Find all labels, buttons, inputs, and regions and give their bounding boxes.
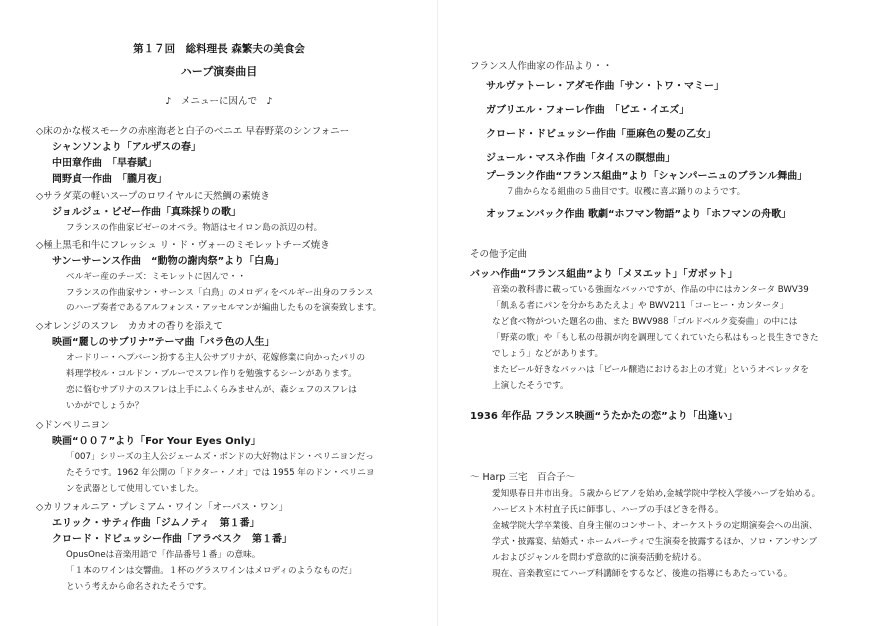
- right-line: 音楽の教科書に載っている強面なバッハですが、作品の中にはカンタータ BWV39: [492, 285, 809, 295]
- left-line: ◇ドンペリニヨン: [36, 420, 110, 431]
- right-line: オッフェンバック作曲 歌劇“ホフマン物語”より「ホフマンの舟歌」: [486, 209, 792, 220]
- left-line: 中田章作曲 「早春賦」: [52, 158, 157, 169]
- right-line: プーランク作曲“フランス組曲”より「シャンパーニュのブランル舞曲」: [486, 171, 808, 182]
- left-line: 岡野貞一作曲 「朧月夜」: [52, 174, 167, 185]
- left-line: OpusOneは音楽用語で「作品番号１番」の意味。: [66, 550, 261, 560]
- left-line: いかがでしょうか？: [66, 401, 144, 411]
- right-line: ガブリエル・フォーレ作曲 「ピエ・イエズ」: [486, 105, 690, 116]
- right-line: クロード・ドビュッシー作曲「亜麻色の髪の乙女」: [486, 129, 716, 140]
- left-line: という考えから命名されたそうです。: [66, 582, 212, 592]
- left-line: ◇極上黒毛和牛にフレッシュ リ・ド・ヴォーのミモレットチーズ焼き: [36, 240, 330, 251]
- right-line: 「野菜の歌」や「もし私の母親が肉を調理してくれていたら私はもっと長生きできた: [492, 333, 819, 343]
- right-line: ～ Harp 三宅 百合子～: [470, 472, 575, 483]
- right-line: またビール好きなバッハは「ビール醸造におけるお上の才覚」というオペレッタを: [492, 365, 809, 375]
- left-line: エリック・サティ作曲「ジムノティ 第１番」: [52, 518, 260, 529]
- right-line: 1936 年作品 フランス映画“うたかたの恋”より「出逢い」: [470, 411, 738, 422]
- left-line: ◇床のかな桜スモークの赤座海老と白子のベニエ 早春野菜のシンフォニー: [36, 126, 350, 137]
- left-line: サンーサーンス作曲 “動物の謝肉祭”より「白鳥」: [52, 256, 285, 267]
- left-line: ジョルジュ・ビゼー作曲「真珠採りの歌」: [52, 207, 241, 218]
- program-subtitle: ハープ演奏曲目: [180, 65, 258, 78]
- left-line: 映画“００７”より「For Your Eyes Only」: [52, 436, 261, 447]
- right-line: 学式・披露宴、結婚式・ホームパーティで生演奏を披露するほか、ソロ・アンサンブ: [492, 537, 818, 547]
- right-line: ハーピスト木村直子氏に師事し、ハープの手ほどきを得る。: [492, 505, 724, 515]
- left-line: のハープ奏者であるアルフォンス・アッセルマンが編曲したものを演奏致します。: [66, 303, 382, 313]
- right-line: ７曲からなる組曲の５曲目です。収穫に喜ぶ踊りのようです。: [506, 187, 746, 197]
- left-line: ベルギー産のチーズ：ミモレットに因んで・・: [66, 272, 246, 282]
- left-line: ◇カリフォルニア・プレミアム・ワイン「オーパス・ワン」: [36, 502, 289, 513]
- left-line: 「007」シリーズの主人公ジェームズ・ボンドの大好物はドン・ペリニヨンだっ: [66, 452, 374, 462]
- left-line: たそうです。1962 年公開の「ドクター・ノオ」では 1955 年のドン・ペリニヨ: [66, 468, 375, 478]
- right-line: ジュール・マスネ作曲「タイスの瞑想曲」: [486, 153, 676, 164]
- right-line: サルヴァトーレ・アダモ作曲「サン・トワ・マミー」: [486, 81, 724, 92]
- page-fold: [437, 0, 438, 626]
- right-line: でしょう」などがあります。: [492, 349, 604, 359]
- left-line: 料理学校ル・コルドン・ブルーでスフレ作りを勉強するシーンがあります。: [66, 369, 357, 379]
- left-line: ◇オレンジのスフレ カカオの香りを添えて: [36, 321, 223, 332]
- right-line: その他予定曲: [470, 249, 528, 260]
- left-line: フランスの作曲家ビゼーのオペラ。物語はセイロン島の浜辺の村。: [66, 223, 323, 233]
- left-line: 映画“麗しのサブリナ”テーマ曲「バラ色の人生」: [52, 337, 275, 348]
- left-line: オードリー・ヘプバーン扮する主人公サブリナが、花嫁修業に向かったパリの: [66, 353, 366, 363]
- program-title: 第１７回 総料理長 森繁夫の美食会: [133, 43, 305, 55]
- left-line: クロード・ドビュッシー作曲「アラベスク 第１番」: [52, 534, 292, 545]
- right-line: 愛知県春日井市出身。５歳からピアノを始め,金城学院中学校入学後ハープを始める。: [492, 489, 821, 499]
- right-line: フランス人作曲家の作品より・・: [470, 61, 613, 72]
- left-line: ンを武器として使用していました。: [66, 484, 204, 494]
- menu-note: ♪ メニューに因んで ♪: [165, 96, 273, 107]
- left-line: 恋に悩むサブリナのスフレは上手にふくらみませんが、森シェフのスフレは: [66, 385, 357, 395]
- right-line: バッハ作曲“フランス組曲”より「メヌエット」「ガボット」: [470, 269, 738, 280]
- right-line: など食べ物がついた題名の曲、また BWV988「ゴルドベルク変奏曲」の中には: [492, 317, 798, 327]
- right-line: ルおよびジャンルを問わず意欲的に演奏活動を続ける。: [492, 553, 707, 563]
- right-line: 現在、音楽教室にてハープ科講師をするなど、後進の指導にもあたっている。: [492, 569, 793, 579]
- right-line: 「飢ゑる者にパンを分かちあたえよ」や BWV211「コーヒー・カンタータ」: [492, 301, 789, 311]
- left-line: ◇サラダ菜の軽いスープのロワイヤルに天然鯛の素焼き: [36, 191, 270, 202]
- left-line: シャンソンより「アルザスの春」: [52, 142, 201, 153]
- right-line: 上演したそうです。: [492, 381, 569, 391]
- right-line: 金城学院大学卒業後、自身主催のコンサート、オーケストラの定期演奏会への出演、: [492, 521, 818, 531]
- left-line: 「１本のワインは交響曲。１杯のグラスワインはメロディのようなものだ」: [66, 566, 357, 576]
- left-line: フランスの作曲家サン・サーンス「白鳥」のメロディをベルギー出身のフランス: [66, 288, 374, 298]
